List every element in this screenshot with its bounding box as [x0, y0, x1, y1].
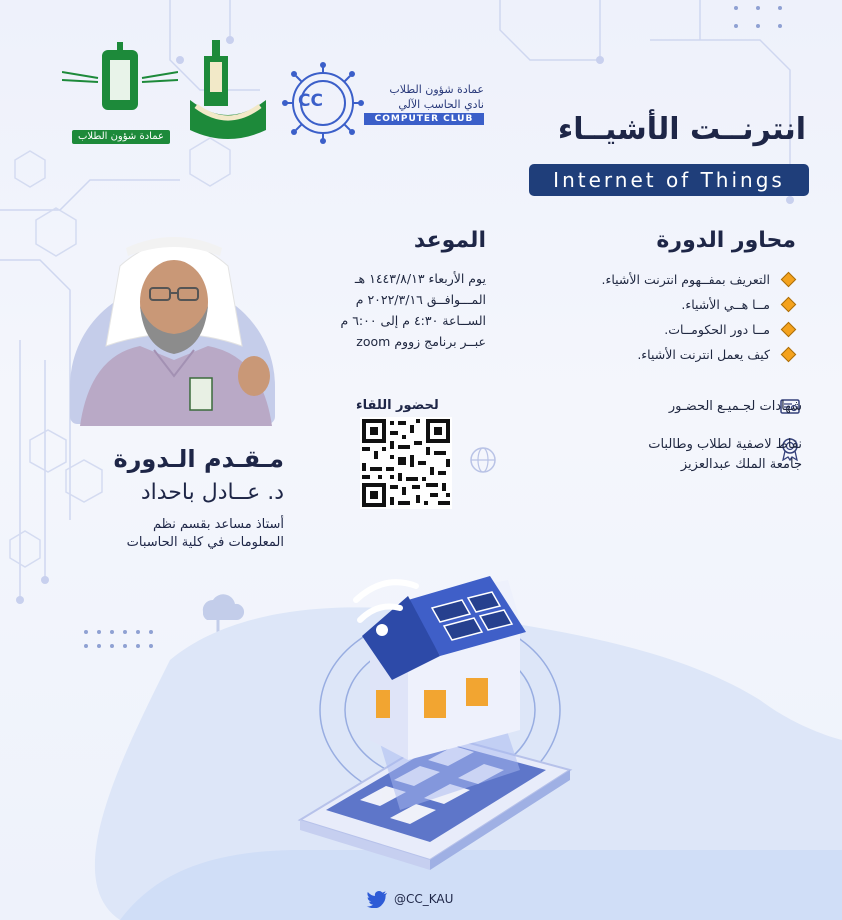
deanship-logo: [62, 42, 178, 142]
presenter-name: د. عــادل باحداد: [140, 480, 284, 505]
appointment-gregorian: المـــوافــق ٢٠٢٢/٣/١٦ م: [355, 292, 486, 307]
appointment-heading: الموعد: [413, 228, 486, 253]
perk-certificates: شهادات لجـميـع الحضـور: [668, 399, 802, 414]
topic-text: مــا دور الحكومــات.: [664, 322, 770, 337]
appointment-day: يوم الأربعاء ١٤٤٣/٨/١٣ هـ: [354, 271, 486, 286]
presenter-heading: مـقـدم الـدورة: [113, 445, 284, 473]
list-item: [536, 320, 796, 345]
twitter-bird-icon: [366, 890, 388, 908]
list-item: [536, 270, 796, 295]
diamond-bullet-icon: [781, 322, 797, 338]
topics-heading: محاور الدورة: [656, 228, 796, 253]
topics-list: [536, 270, 796, 370]
appointment-platform: عبــر برنامج زووم zoom: [356, 334, 486, 349]
topic-text: التعريف بمفــهوم انترنت الأشياء.: [601, 272, 770, 287]
presenter-photo: [70, 226, 282, 426]
page-title-english: Internet of Things: [529, 164, 809, 196]
twitter-handle-text[interactable]: @CC_KAU: [394, 892, 454, 906]
university-logo: [186, 40, 270, 150]
page-title-arabic: انترنــت الأشيــاء: [557, 112, 806, 147]
list-item: [536, 345, 796, 370]
deanship-logo-label: عمادة شؤون الطلاب: [78, 131, 164, 142]
twitter-handle[interactable]: [366, 890, 453, 908]
perk-points-line2: جامعة الملك عبدالعزيز: [680, 457, 802, 472]
diamond-bullet-icon: [781, 297, 797, 313]
qr-label: لحضور اللقاء: [356, 398, 439, 413]
presenter-role-line2: المعلومات في كلية الحاسبات: [126, 535, 284, 550]
diamond-bullet-icon: [781, 347, 797, 363]
club-logo-line2: نادي الحاسب الآلي: [398, 98, 484, 111]
topic-text: كيف يعمل انترنت الأشياء.: [637, 347, 770, 362]
perk-points-line1: نقاط لاصفية لطلاب وطالبات: [648, 437, 802, 452]
computer-club-logo: [282, 62, 364, 144]
list-item: [536, 295, 796, 320]
dot-grid-left: [84, 630, 153, 648]
smart-home-illustration: [290, 560, 590, 880]
club-monogram: CC: [298, 91, 323, 111]
topic-text: مــا هــي الأشياء.: [681, 297, 770, 312]
qr-code[interactable]: [360, 417, 452, 509]
appointment-time: الســاعة ٤:٣٠ م إلى ٦:٠٠ م: [340, 313, 486, 328]
club-logo-badge: COMPUTER CLUB: [364, 113, 484, 125]
appointment-details: [306, 268, 486, 352]
diamond-bullet-icon: [781, 272, 797, 288]
club-logo-line1: عمادة شؤون الطلاب: [389, 83, 484, 96]
presenter-role: [60, 516, 284, 552]
dot-grid-top-right: [734, 6, 782, 28]
presenter-role-line1: أستاذ مساعد بقسم نظم: [152, 517, 284, 532]
